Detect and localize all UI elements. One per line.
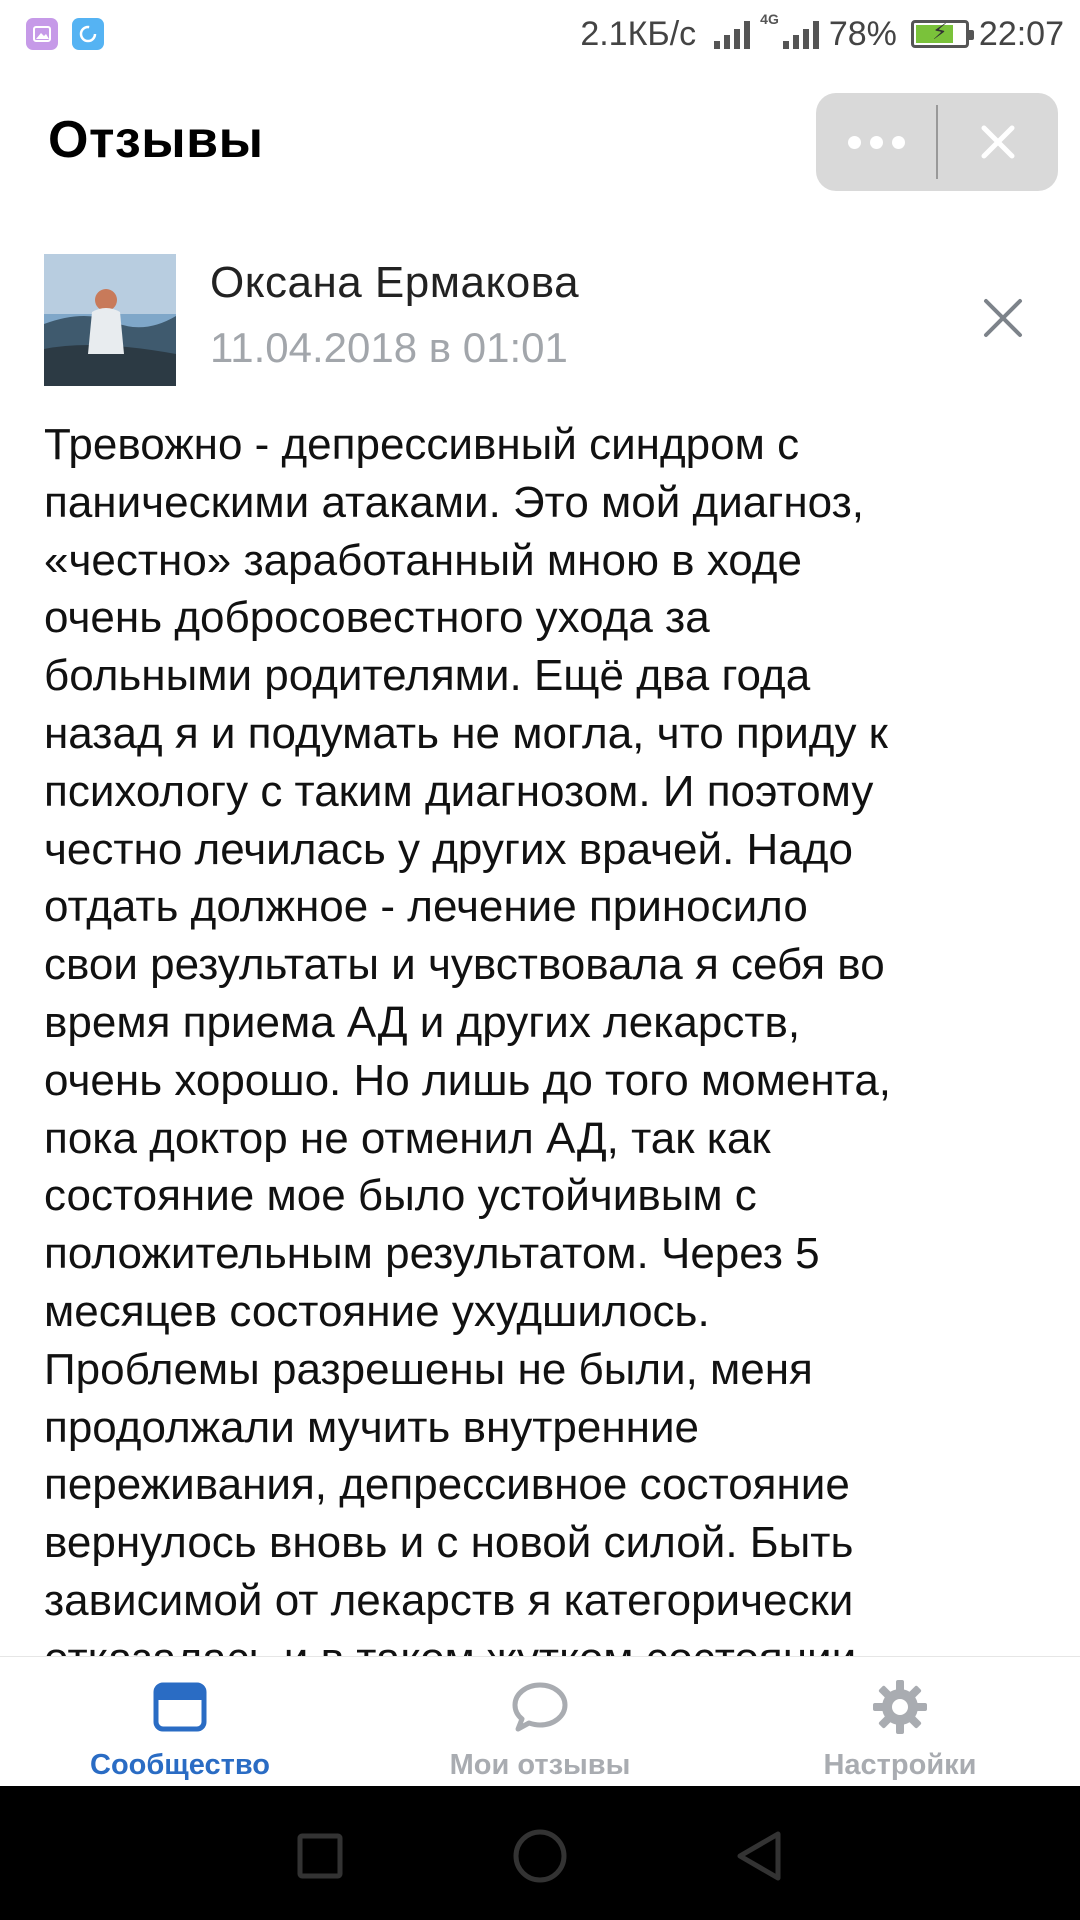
review-date: 11.04.2018 в 01:01 xyxy=(210,324,568,371)
home-icon xyxy=(512,1828,568,1884)
tab-label: Мои отзывы xyxy=(449,1749,631,1781)
review-text xyxy=(44,416,1044,1656)
review-text-line: состояние мое было устойчивым с xyxy=(44,1171,757,1221)
signal-icon xyxy=(714,19,750,49)
review-text-line: Проблемы разрешены не были, меня xyxy=(44,1344,813,1394)
review-text-line: время приема АД и других лекарств, xyxy=(44,997,801,1047)
review-text-line: отдать должное - лечение приносило xyxy=(44,882,808,932)
avatar[interactable] xyxy=(44,254,176,386)
review-text-line: назад я и подумать не могла, что приду к xyxy=(44,708,888,758)
more-button[interactable] xyxy=(816,93,936,191)
tab-community[interactable] xyxy=(0,1657,360,1787)
recent-apps-button[interactable] xyxy=(280,1816,360,1896)
sync-icon xyxy=(72,18,104,50)
tab-label: Сообщество xyxy=(90,1749,270,1781)
net-speed: 2.1КБ/с xyxy=(580,14,697,53)
review-text-line: переживания, депрессивное состояние xyxy=(44,1460,850,1510)
review-text-line: пока доктор не отменил АД, так как xyxy=(44,1113,771,1163)
clock: 22:07 xyxy=(978,14,1064,53)
tab-my-reviews[interactable] xyxy=(360,1657,720,1787)
network-type: 4G xyxy=(760,11,779,27)
review-text-line: очень добросовестного ухода за xyxy=(44,593,710,643)
review-text-line: честно лечилась у других врачей. Надо xyxy=(44,824,853,874)
battery-percent: 78% xyxy=(828,14,897,53)
review-text-line: вернулось вновь и с новой силой. Быть xyxy=(44,1518,854,1568)
tab-bar xyxy=(0,1656,1080,1786)
review-text-line: паническими атаками. Это мой диагноз, xyxy=(44,477,864,527)
review-text-line: очень хорошо. Но лишь до того момента, xyxy=(44,1055,892,1105)
gear-icon xyxy=(870,1677,930,1737)
signal-4g-icon xyxy=(783,19,819,49)
back-button[interactable] xyxy=(720,1816,800,1896)
review-close-button[interactable] xyxy=(975,290,1031,346)
close-icon xyxy=(982,297,1024,339)
tab-label: Настройки xyxy=(823,1749,977,1781)
review-text-line: «честно» заработанный мною в ходе xyxy=(44,535,802,585)
chat-bubble-icon xyxy=(510,1677,570,1737)
battery-icon: ⚡ xyxy=(911,20,969,48)
recent-apps-icon xyxy=(296,1832,344,1880)
review-text-line: месяцев состояние ухудшилось. xyxy=(44,1286,710,1336)
back-icon xyxy=(734,1830,786,1882)
review-text-line: продолжали мучить внутренние xyxy=(44,1402,699,1452)
review-text-line: зависимой от лекарств я категорически xyxy=(44,1575,854,1625)
review-text-line: Тревожно - депрессивный синдром с xyxy=(44,420,800,469)
status-notifications xyxy=(26,18,104,50)
review-text-line: больными родителями. Ещё два года xyxy=(44,651,811,701)
page-title: Отзывы xyxy=(48,111,264,169)
mini-app-capsule xyxy=(816,93,1058,191)
header xyxy=(0,70,1080,220)
close-app-button[interactable] xyxy=(938,93,1058,191)
review-text-line: свои результаты и чувствовала я себя во xyxy=(44,940,885,990)
tab-settings[interactable] xyxy=(720,1657,1080,1787)
author-name[interactable]: Оксана Ермакова xyxy=(210,258,580,307)
close-icon xyxy=(978,122,1018,162)
status-bar xyxy=(0,0,1080,70)
review-text-line: психологу с таким диагнозом. И поэтому xyxy=(44,766,874,816)
more-dots-icon xyxy=(848,136,861,149)
home-button[interactable] xyxy=(500,1816,580,1896)
gallery-icon xyxy=(26,18,58,50)
community-icon xyxy=(150,1677,210,1737)
review-text-line: положительным результатом. Через 5 xyxy=(44,1229,820,1279)
system-nav-bar xyxy=(0,1786,1080,1920)
